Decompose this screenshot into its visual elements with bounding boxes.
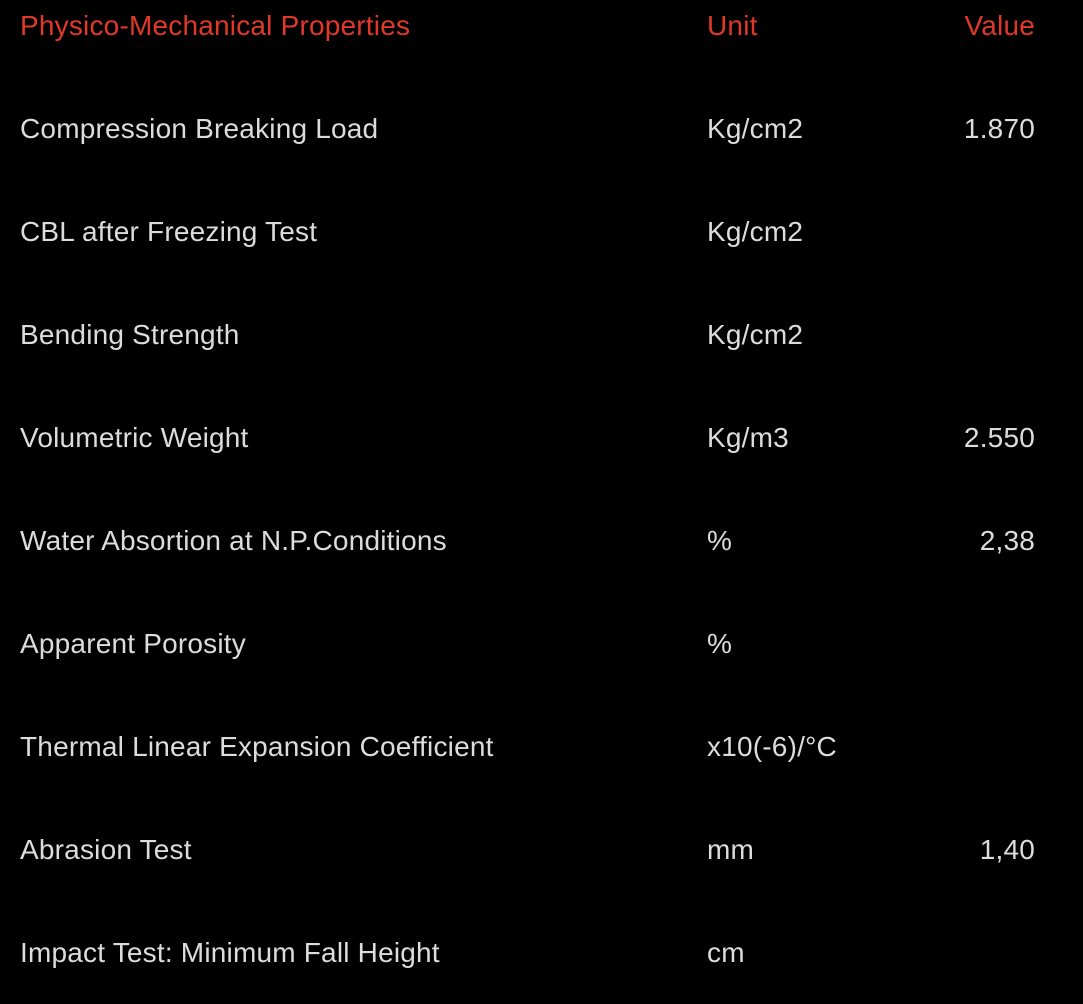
- property-cell: Bending Strength: [20, 318, 240, 350]
- unit-cell: mm: [707, 833, 755, 865]
- table-row: [0, 901, 1083, 1004]
- table-row: [0, 180, 1083, 283]
- value-cell: 2,38: [979, 524, 1035, 556]
- unit-cell: Kg/cm2: [707, 318, 804, 350]
- property-cell: Thermal Linear Expansion Coefficient: [20, 730, 494, 762]
- column-header-value: Value: [964, 10, 1035, 41]
- table-row: [0, 798, 1083, 901]
- unit-cell: Kg/cm2: [707, 215, 804, 247]
- table-row: [0, 386, 1083, 489]
- property-cell: Compression Breaking Load: [20, 112, 379, 144]
- property-cell: Impact Test: Minimum Fall Height: [20, 936, 440, 968]
- unit-cell: %: [707, 627, 733, 659]
- value-cell: 1,40: [979, 833, 1035, 865]
- property-cell: Water Absortion at N.P.Conditions: [20, 524, 447, 556]
- unit-cell: x10(-6)/°C: [707, 730, 837, 762]
- table-header-row: [0, 0, 1083, 77]
- unit-cell: %: [707, 524, 733, 556]
- unit-cell: cm: [707, 936, 745, 968]
- property-cell: Volumetric Weight: [20, 421, 249, 453]
- property-cell: Abrasion Test: [20, 833, 192, 865]
- unit-cell: Kg/m3: [707, 421, 789, 453]
- unit-cell: Kg/cm2: [707, 112, 804, 144]
- column-header-unit: Unit: [707, 10, 758, 41]
- table-row: [0, 592, 1083, 695]
- column-header-property: Physico-Mechanical Properties: [20, 10, 411, 41]
- property-cell: CBL after Freezing Test: [20, 215, 318, 247]
- table-row: [0, 77, 1083, 180]
- table-row: [0, 695, 1083, 798]
- value-cell: 1.870: [963, 112, 1035, 144]
- table-row: [0, 283, 1083, 386]
- property-cell: Apparent Porosity: [20, 627, 246, 659]
- value-cell: 2.550: [963, 421, 1035, 453]
- table-row: [0, 489, 1083, 592]
